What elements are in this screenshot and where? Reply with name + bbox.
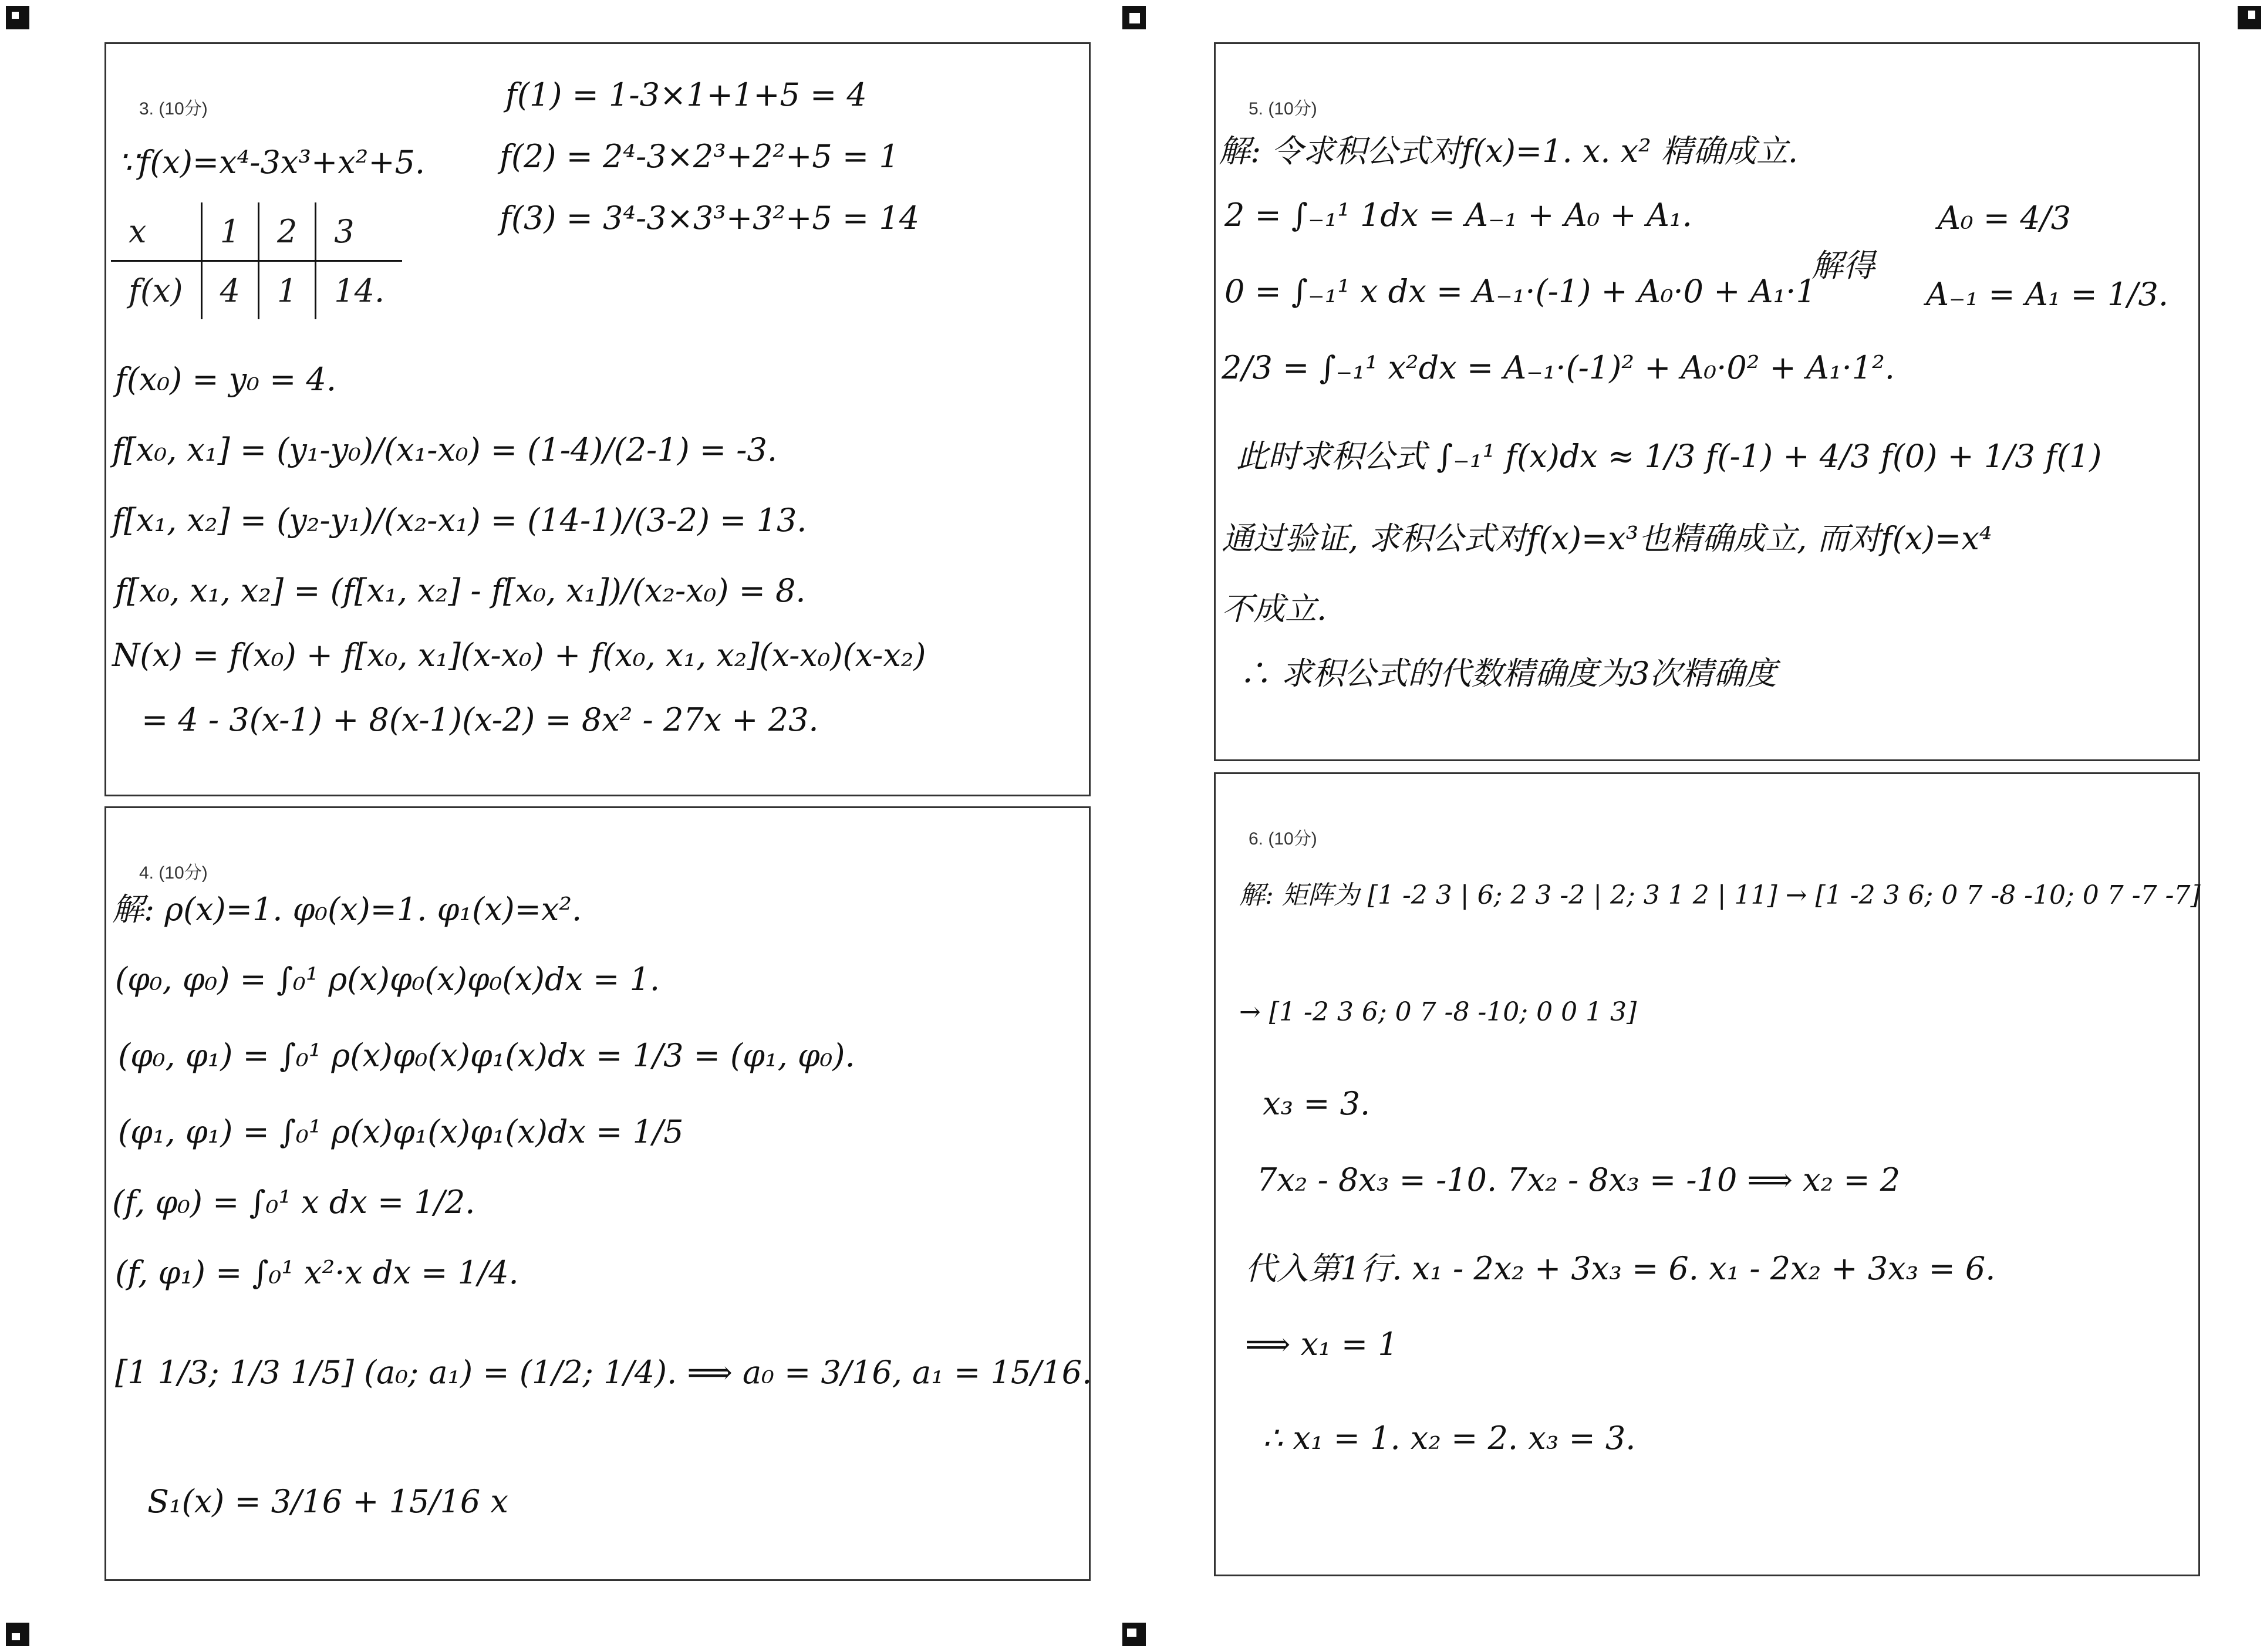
fiducial-marker-bottom-left bbox=[6, 1623, 29, 1646]
answer-box-q4 bbox=[104, 806, 1091, 1581]
question-label: 6. (10分) bbox=[1249, 829, 1317, 849]
solution-line: f[x₀, x₁] = (y₁-y₀)/(x₁-x₀) = (1-4)/(2-1) = -3. bbox=[112, 431, 777, 468]
table-row bbox=[111, 202, 402, 261]
fiducial-marker-bottom-middle bbox=[1122, 1623, 1146, 1646]
solution-line: f[x₁, x₂] = (y₂-y₁)/(x₂-x₁) = (14-1)/(3-2) = 13. bbox=[112, 502, 807, 539]
table-cell: 1 bbox=[201, 202, 258, 261]
table-cell: f(x) bbox=[129, 272, 183, 309]
table-cell: 2 bbox=[258, 202, 315, 261]
solution-line: 通过验证, 求积公式对f(x)=x³也精确成立, 而对f(x)=x⁴ bbox=[1222, 520, 1992, 557]
solution-line: → [1 -2 3 6; 0 7 -8 -10; 0 0 1 3] bbox=[1239, 997, 1637, 1027]
table-row bbox=[111, 261, 402, 320]
question-label: 5. (10分) bbox=[1249, 99, 1317, 119]
calc-line: f(2) = 2⁴-3×2³+2²+5 = 1 bbox=[500, 138, 899, 175]
solution-line: 代入第1行. x₁ - 2x₂ + 3x₃ = 6. x₁ - 2x₂ + 3x₃ = 6. bbox=[1245, 1250, 1996, 1287]
solution-line: 解: ρ(x)=1. φ₀(x)=1. φ₁(x)=x². bbox=[112, 891, 582, 928]
solution-line: (φ₁, φ₁) = ∫₀¹ ρ(x)φ₁(x)φ₁(x)dx = 1/5 bbox=[118, 1113, 684, 1150]
table-cell: 1 bbox=[258, 261, 315, 320]
table-cell: 3 bbox=[316, 202, 402, 261]
solution-line: (φ₀, φ₁) = ∫₀¹ ρ(x)φ₀(x)φ₁(x)dx = 1/3 = (φ₁, φ₀). bbox=[118, 1037, 855, 1074]
solution-line: ∴ 求积公式的代数精确度为3次精确度 bbox=[1239, 655, 1777, 692]
solution-line: 解: 令求积公式对f(x)=1. x. x² 精确成立. bbox=[1219, 133, 1799, 170]
solution-line: 解: 矩阵为 [1 -2 3 | 6; 2 3 -2 | 2; 3 1 2 | 11] → [1 -2 3 6; 0 7 -8 -10; 0 7 -7 -7] bbox=[1239, 880, 2201, 910]
solution-line: 0 = ∫₋₁¹ x dx = A₋₁·(-1) + A₀·0 + A₁·1 bbox=[1224, 273, 1816, 310]
answer-box-q3 bbox=[104, 42, 1091, 796]
fiducial-marker-top-middle bbox=[1122, 6, 1146, 29]
solution-line: ⟹ x₁ = 1 bbox=[1245, 1326, 1398, 1363]
question-label: 3. (10分) bbox=[139, 99, 208, 119]
solution-line: (f, φ₀) = ∫₀¹ x dx = 1/2. bbox=[112, 1184, 475, 1221]
result-line: A₋₁ = A₁ = 1/3. bbox=[1926, 276, 2169, 313]
given-function: ∵f(x)=x⁴-3x³+x²+5. bbox=[118, 144, 426, 181]
solution-line: f(x₀) = y₀ = 4. bbox=[115, 361, 337, 398]
solution-line: f[x₀, x₁, x₂] = (f[x₁, x₂] - f[x₀, x₁])/(x₂-x₀) = 8. bbox=[115, 572, 806, 609]
calc-line: f(1) = 1-3×1+1+5 = 4 bbox=[505, 76, 867, 113]
solution-line: x₃ = 3. bbox=[1263, 1085, 1371, 1122]
calc-line: f(3) = 3⁴-3×3³+3²+5 = 14 bbox=[500, 200, 920, 237]
function-value-table bbox=[111, 202, 402, 319]
fiducial-marker-top-right bbox=[2238, 6, 2261, 29]
answer-box-q6 bbox=[1214, 772, 2200, 1576]
table-cell: 14. bbox=[316, 261, 402, 320]
solution-line: (f, φ₁) = ∫₀¹ x²·x dx = 1/4. bbox=[115, 1254, 519, 1291]
answer-box-q5 bbox=[1214, 42, 2200, 761]
solution-line: N(x) = f(x₀) + f[x₀, x₁](x-x₀) + f(x₀, x₁, x₂](x-x₀)(x-x₂) bbox=[112, 637, 926, 674]
solution-line: S₁(x) = 3/16 + 15/16 x bbox=[147, 1483, 508, 1520]
solution-line: 2/3 = ∫₋₁¹ x²dx = A₋₁·(-1)² + A₀·0² + A₁·1². bbox=[1222, 349, 1895, 386]
result-line: A₀ = 4/3 bbox=[1938, 200, 2072, 237]
table-cell: x bbox=[111, 202, 201, 261]
solution-line: (φ₀, φ₀) = ∫₀¹ ρ(x)φ₀(x)φ₀(x)dx = 1. bbox=[115, 961, 660, 998]
solve-label: 解得 bbox=[1811, 247, 1875, 284]
fiducial-marker-top-left bbox=[6, 6, 29, 29]
solution-line: 此时求积公式 ∫₋₁¹ f(x)dx ≈ 1/3 f(-1) + 4/3 f(0) + 1/3 f(1) bbox=[1236, 438, 2102, 475]
solution-line: 2 = ∫₋₁¹ 1dx = A₋₁ + A₀ + A₁. bbox=[1224, 197, 1692, 234]
table-cell: 4 bbox=[201, 261, 258, 320]
solution-line: ∴ x₁ = 1. x₂ = 2. x₃ = 3. bbox=[1263, 1420, 1636, 1457]
solution-line: = 4 - 3(x-1) + 8(x-1)(x-2) = 8x² - 27x + 23. bbox=[141, 701, 819, 738]
solution-line: 不成立. bbox=[1222, 590, 1327, 627]
solution-line: [1 1/3; 1/3 1/5] (a₀; a₁) = (1/2; 1/4). ⟹ a₀ = 3/16, a₁ = 15/16. bbox=[115, 1354, 1092, 1391]
question-label: 4. (10分) bbox=[139, 863, 208, 883]
solution-line: 7x₂ - 8x₃ = -10. 7x₂ - 8x₃ = -10 ⟹ x₂ = 2 bbox=[1257, 1161, 1901, 1198]
